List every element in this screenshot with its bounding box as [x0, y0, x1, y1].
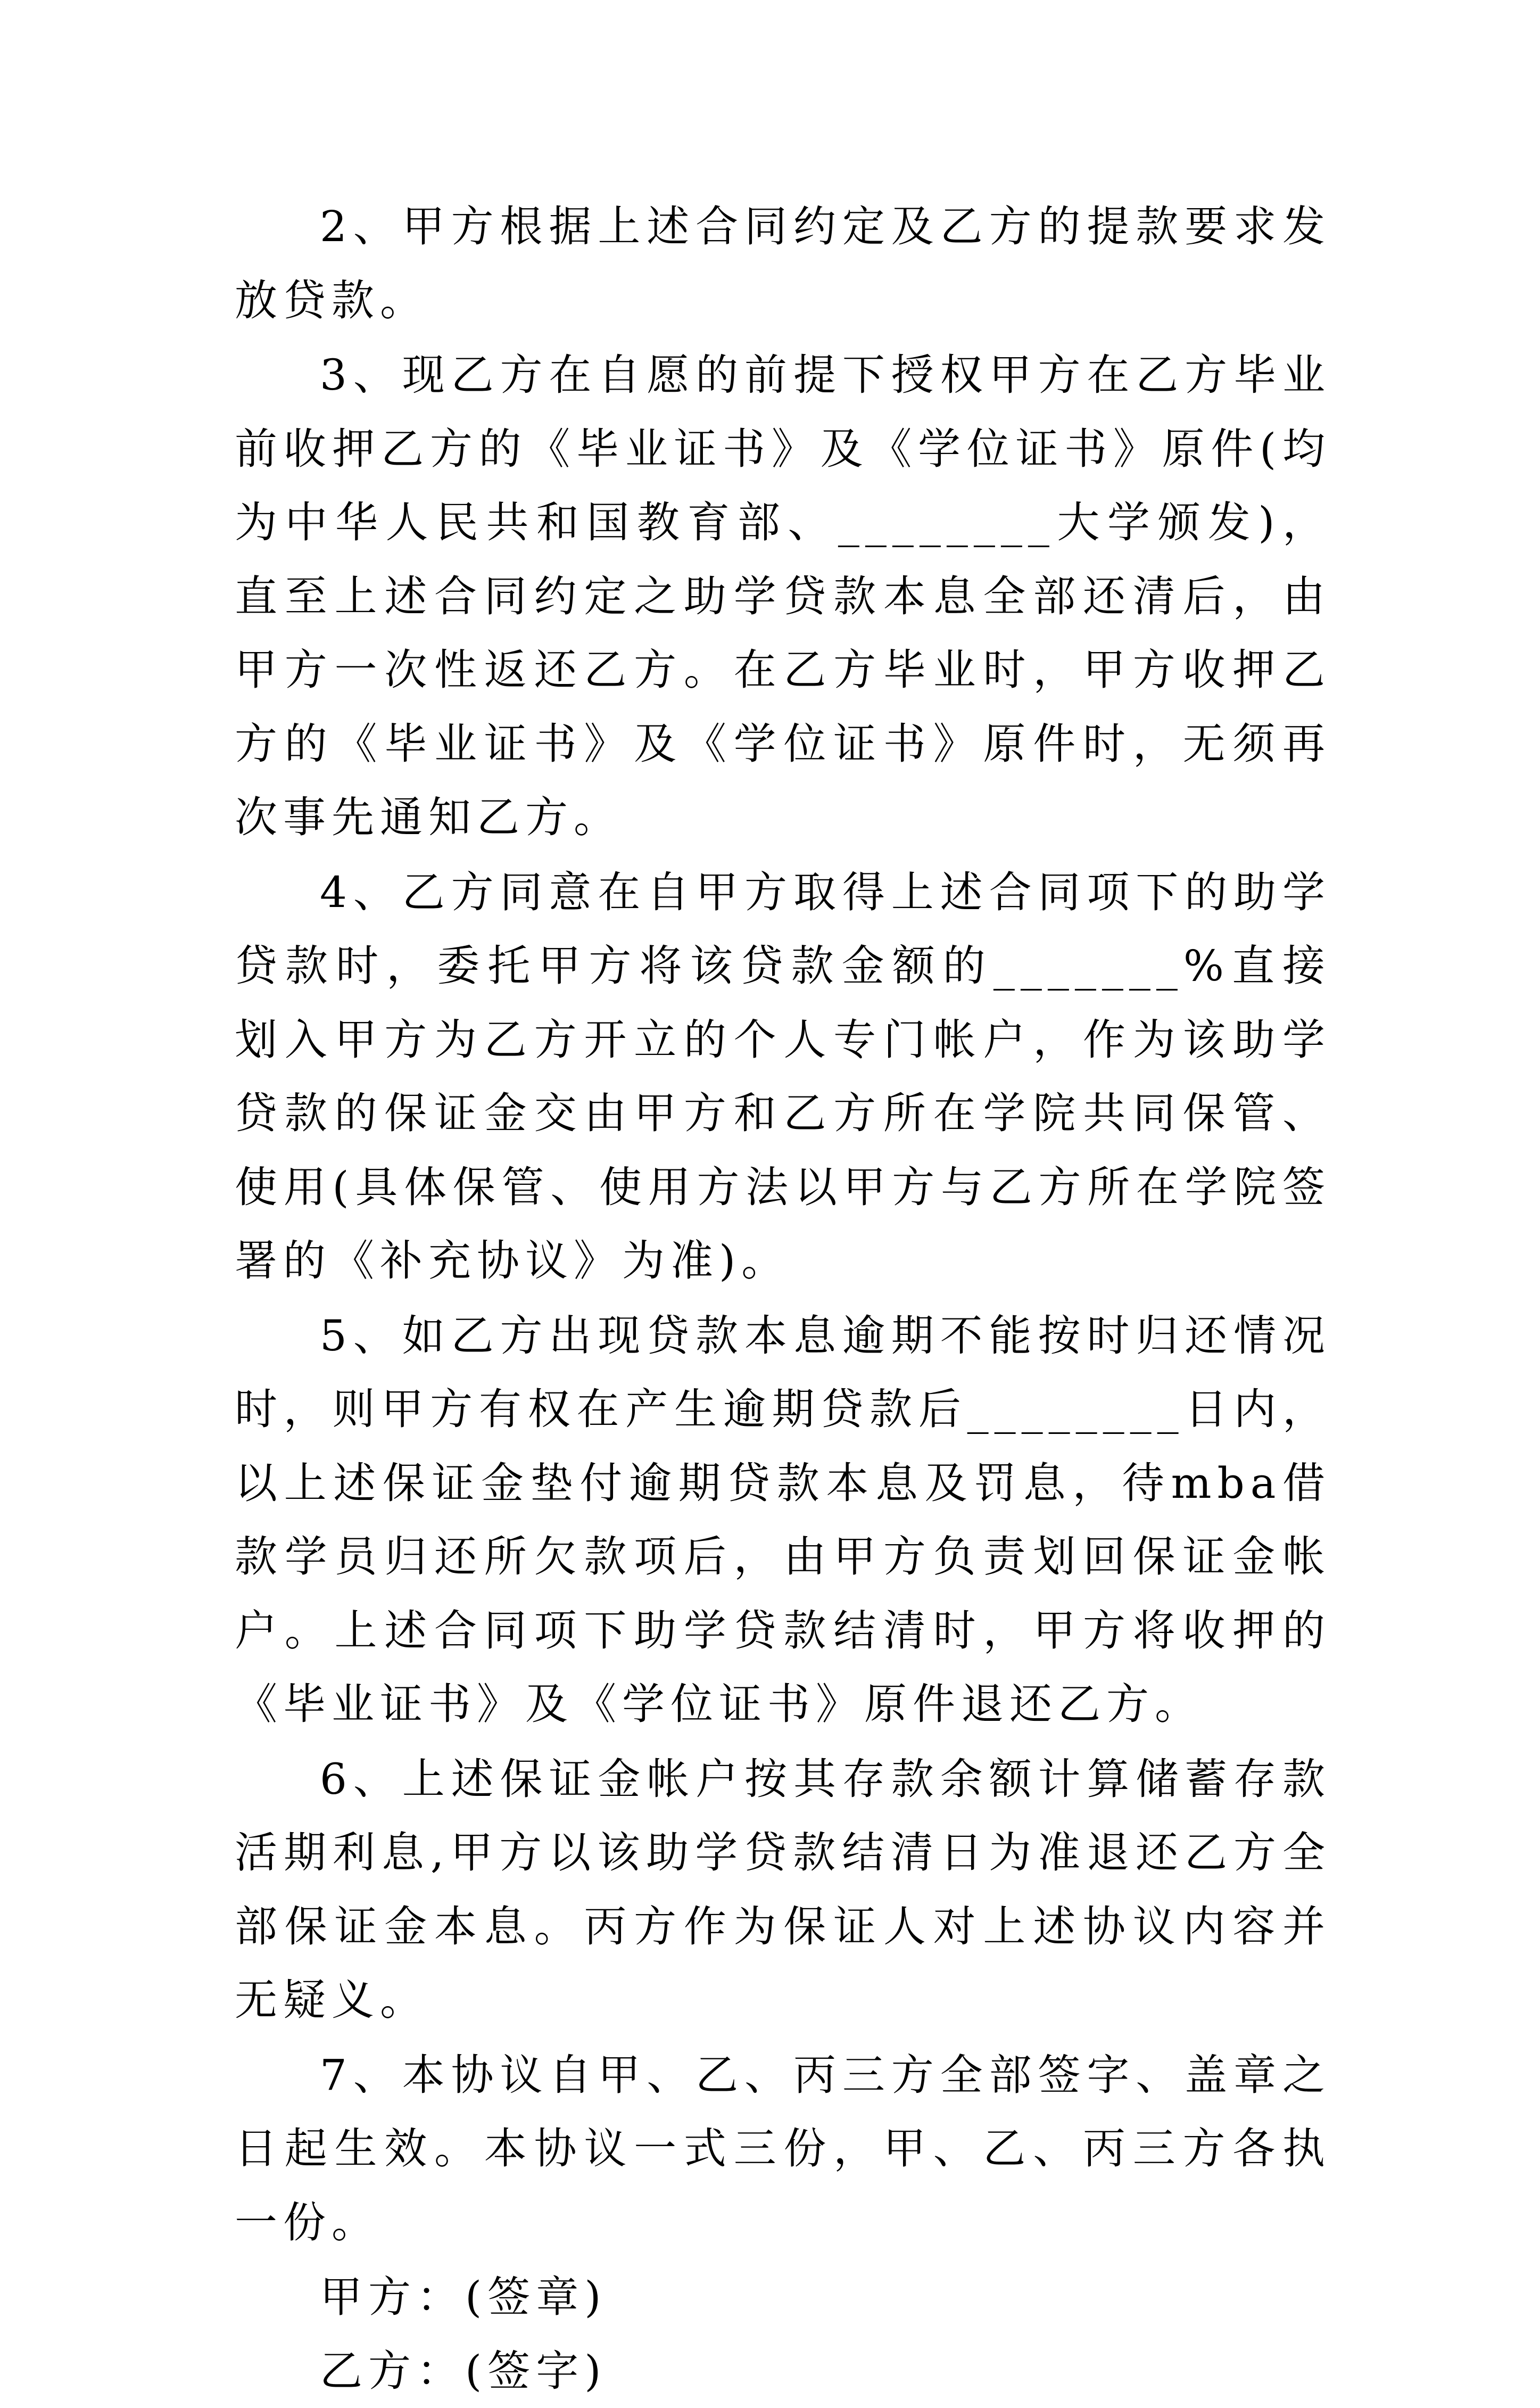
- clause-2: 2、甲方根据上述合同约定及乙方的提款要求发放贷款。: [235, 190, 1331, 337]
- clause-5: 5、如乙方出现贷款本息逾期不能按时归还情况时，则甲方有权在产生逾期贷款后________日内，以上述保证金垫付逾期贷款本息及罚息，待mba借款学员归还所欠款项后，由甲方负责划回保证金帐户。上述合同项下助学贷款结清时，甲方将收押的《毕业证书》及《学位证书》原件退还乙方。: [235, 1299, 1331, 1742]
- party-a-signature-line: 甲方：(签章): [235, 2261, 1331, 2335]
- clause-6: 6、上述保证金帐户按其存款余额计算储蓄存款活期利息,甲方以该助学贷款结清日为准退还乙方全部保证金本息。丙方作为保证人对上述协议内容并无疑义。: [235, 1743, 1331, 2038]
- clause-7: 7、本协议自甲、乙、丙三方全部签字、盖章之日起生效。本协议一式三份，甲、乙、丙三方各执一份。: [235, 2039, 1331, 2260]
- document-body: [235, 190, 1331, 2408]
- clause-3: 3、现乙方在自愿的前提下授权甲方在乙方毕业前收押乙方的《毕业证书》及《学位证书》原件(均为中华人民共和国教育部、________大学颁发)，直至上述合同约定之助学贷款本息全部还清后，由甲方一次性返还乙方。在乙方毕业时，甲方收押乙方的《毕业证书》及《学位证书》原件时，无须再次事先通知乙方。: [235, 339, 1331, 855]
- clause-4: 4、乙方同意在自甲方取得上述合同项下的助学贷款时，委托甲方将该贷款金额的_______%直接划入甲方为乙方开立的个人专门帐户，作为该助学贷款的保证金交由甲方和乙方所在学院共同保管、使用(具体保管、使用方法以甲方与乙方所在学院签署的《补充协议》为准)。: [235, 856, 1331, 1298]
- party-b-signature-line: 乙方：(签字): [235, 2335, 1331, 2408]
